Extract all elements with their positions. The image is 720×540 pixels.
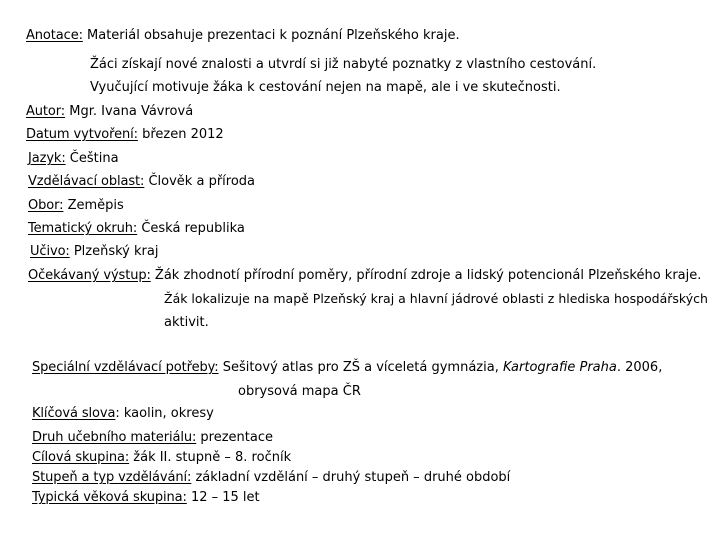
age-group-line [32,490,260,506]
topic-value: Česká republika [137,221,245,236]
language-line [28,151,119,167]
material-type-label: Druh učebního materiálu: [32,430,197,445]
education-level-line [32,470,510,486]
created-line [26,127,224,143]
annotation-line-3: Vyučující motivuje žáka k cestování nejen na mapě, ale i ve skutečnosti. [90,80,561,95]
curriculum-label: Učivo: [30,244,70,259]
outcome-label: Očekávaný výstup: [28,268,151,283]
area-value: Člověk a příroda [144,174,256,189]
curriculum-line [30,244,158,260]
curriculum-value: Plzeňský kraj [69,244,159,259]
topic-line [28,221,245,237]
material-type-line [32,430,273,446]
created-value: březen 2012 [137,127,224,142]
field-label: Obor: [28,198,64,213]
target-group-line [32,450,291,466]
target-group-label: Cílová skupina: [32,450,130,465]
area-line [28,174,255,190]
keywords-label: Klíčová slova [32,406,116,421]
area-label: Vzdělávací oblast: [28,174,145,189]
special-needs-text-b: . 2006, [616,360,663,375]
outcome-line-1 [28,268,701,284]
topic-label: Tematický okruh: [28,221,138,236]
age-group-label: Typická věková skupina: [32,490,187,505]
language-label: Jazyk: [28,151,66,166]
special-needs-line-1 [32,360,662,376]
annotation-label: Anotace: [26,28,83,43]
field-line [28,198,124,214]
annotation-text-1: Materiál obsahuje prezentaci k poznání Plzeňského kraje. [82,28,460,43]
created-label: Datum vytvoření: [26,127,138,142]
special-needs-label: Speciální vzdělávací potřeby: [32,360,219,375]
outcome-line-3: aktivit. [164,315,209,330]
outcome-text-1: Žák zhodnotí přírodní poměry, přírodní zdroje a lidský potencionál Plzeňského kraje. [150,268,702,283]
target-group-value: žák II. stupně – 8. ročník [129,450,292,465]
author-value: Mgr. Ivana Vávrová [65,104,194,119]
outcome-line-2: Žák lokalizuje na mapě Plzeňský kraj a hlavní jádrové oblasti z hlediska hospodářských [164,291,708,306]
special-needs-text-a: Sešitový atlas pro ZŠ a víceletá gymnázia, [218,360,503,375]
author-label: Autor: [26,104,66,119]
age-group-value: 12 – 15 let [186,490,260,505]
special-needs-line-2: obrysová mapa ČR [238,384,361,399]
special-needs-publisher: Kartografie Praha [502,360,617,375]
keywords-value: : kaolin, okresy [115,406,214,421]
language-value: Čeština [65,151,119,166]
education-level-label: Stupeň a typ vzdělávání: [32,470,192,485]
material-type-value: prezentace [196,430,273,445]
author-line [26,104,193,120]
field-value: Zeměpis [63,198,124,213]
annotation-line-2: Žáci získají nové znalosti a utvrdí si již nabyté poznatky z vlastního cestování. [90,57,597,72]
keywords-line [32,406,214,422]
annotation-line-1 [26,28,460,44]
education-level-value: základní vzdělání – druhý stupeň – druhé období [191,470,511,485]
